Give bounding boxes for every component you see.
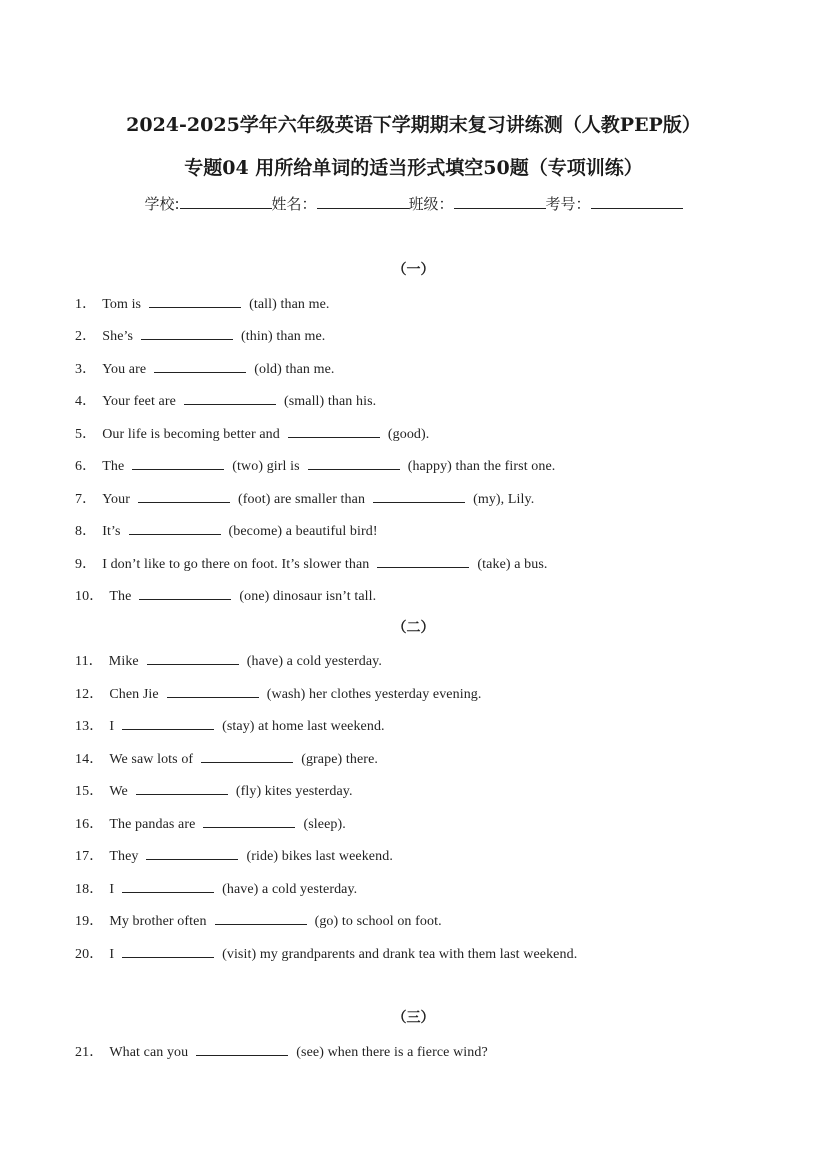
question-hint: (tall) than me. bbox=[249, 297, 330, 312]
question-text: Chen Jie bbox=[109, 687, 159, 702]
question-text: You are bbox=[102, 362, 147, 377]
question-number: 21． bbox=[75, 1045, 104, 1060]
answer-blank[interactable] bbox=[373, 489, 465, 503]
question-item bbox=[75, 845, 393, 865]
question-text: The pandas are bbox=[109, 817, 196, 832]
question-item bbox=[75, 650, 382, 670]
question-item bbox=[75, 780, 353, 800]
question-number: 4． bbox=[75, 394, 97, 409]
question-hint: (old) than me. bbox=[254, 362, 335, 377]
answer-blank[interactable] bbox=[132, 456, 224, 470]
name-blank[interactable] bbox=[317, 194, 409, 209]
question-number: 2． bbox=[75, 329, 97, 344]
question-text: Your feet are bbox=[102, 394, 176, 409]
answer-blank[interactable] bbox=[377, 554, 469, 568]
answer-blank[interactable] bbox=[154, 359, 246, 373]
question-hint: (foot) are smaller than bbox=[237, 492, 366, 507]
question-text: It’s bbox=[102, 524, 121, 539]
question-text: They bbox=[109, 849, 139, 864]
question-text: We saw lots of bbox=[109, 752, 194, 767]
question-hint: (grape) there. bbox=[301, 752, 378, 767]
question-hint: (good). bbox=[387, 427, 430, 442]
answer-blank[interactable] bbox=[288, 424, 380, 438]
question-item bbox=[75, 910, 442, 930]
question-hint: (see) when there is a fierce wind? bbox=[296, 1045, 488, 1060]
question-number: 20． bbox=[75, 947, 104, 962]
question-item bbox=[75, 683, 482, 703]
student-info-line bbox=[0, 193, 827, 214]
answer-blank[interactable] bbox=[129, 521, 221, 535]
question-number: 10． bbox=[75, 589, 104, 604]
question-text: My brother often bbox=[109, 914, 207, 929]
name-label: 姓名： bbox=[271, 195, 317, 213]
question-text: I bbox=[109, 947, 115, 962]
question-hint: (have) a cold yesterday. bbox=[246, 654, 382, 669]
answer-blank[interactable] bbox=[184, 391, 276, 405]
question-text: I bbox=[109, 882, 115, 897]
question-number: 18． bbox=[75, 882, 104, 897]
answer-blank[interactable] bbox=[215, 911, 307, 925]
question-item bbox=[75, 553, 548, 573]
question-number: 3． bbox=[75, 362, 97, 377]
question-hint: (become) a beautiful bird! bbox=[228, 524, 378, 539]
question-text: I bbox=[109, 719, 115, 734]
question-item bbox=[75, 715, 385, 735]
question-number: 7． bbox=[75, 492, 97, 507]
answer-blank[interactable] bbox=[147, 651, 239, 665]
question-number: 6． bbox=[75, 459, 97, 474]
question-number: 9． bbox=[75, 557, 97, 572]
question-item bbox=[75, 748, 378, 768]
exam-no-blank[interactable] bbox=[591, 194, 683, 209]
question-hint: (visit) my grandparents and drank tea with them last weekend. bbox=[222, 947, 578, 962]
answer-blank[interactable] bbox=[122, 716, 214, 730]
question-item bbox=[75, 325, 325, 345]
question-text: I don’t like to go there on foot. It’s slower than bbox=[102, 557, 370, 572]
question-text: Your bbox=[102, 492, 130, 507]
answer-blank[interactable] bbox=[139, 586, 231, 600]
question-hint: (take) a bus. bbox=[477, 557, 548, 572]
question-hint-2: (my), Lily. bbox=[473, 492, 535, 507]
question-item bbox=[75, 488, 534, 508]
document-title: 2024-2025学年六年级英语下学期期末复习讲练测（人教PEP版） bbox=[126, 114, 701, 136]
answer-blank[interactable] bbox=[146, 846, 238, 860]
question-hint: (wash) her clothes yesterday evening. bbox=[266, 687, 482, 702]
question-hint: (one) dinosaur isn’t tall. bbox=[239, 589, 377, 604]
question-text: The bbox=[109, 589, 132, 604]
answer-blank[interactable] bbox=[196, 1042, 288, 1056]
question-hint: (two) girl is bbox=[232, 459, 300, 474]
question-item bbox=[75, 520, 378, 540]
question-item bbox=[75, 1041, 488, 1061]
answer-blank[interactable] bbox=[149, 294, 241, 308]
question-hint: (small) than his. bbox=[283, 394, 377, 409]
question-number: 19． bbox=[75, 914, 104, 929]
question-number: 13． bbox=[75, 719, 104, 734]
question-number: 12． bbox=[75, 687, 104, 702]
question-text: Our life is becoming better and bbox=[102, 427, 280, 442]
section-heading-2: （二） bbox=[392, 620, 435, 636]
question-text: We bbox=[109, 784, 128, 799]
answer-blank[interactable] bbox=[122, 879, 214, 893]
section-heading-3: （三） bbox=[392, 1010, 435, 1026]
answer-blank[interactable] bbox=[136, 781, 228, 795]
answer-blank[interactable] bbox=[122, 944, 214, 958]
school-blank[interactable] bbox=[180, 194, 272, 209]
question-hint: (sleep). bbox=[303, 817, 346, 832]
school-label: 学校: bbox=[144, 195, 180, 213]
question-number: 14． bbox=[75, 752, 104, 767]
question-hint: (have) a cold yesterday. bbox=[222, 882, 358, 897]
question-item bbox=[75, 455, 555, 475]
document-subtitle: 专题04 用所给单词的适当形式填空50题（专项训练） bbox=[184, 157, 643, 179]
question-hint: (fly) kites yesterday. bbox=[235, 784, 353, 799]
question-item bbox=[75, 423, 429, 443]
question-hint: (thin) than me. bbox=[241, 329, 326, 344]
question-text: What can you bbox=[109, 1045, 189, 1060]
question-item bbox=[75, 293, 330, 313]
question-item bbox=[75, 813, 346, 833]
question-number: 5． bbox=[75, 427, 97, 442]
question-item bbox=[75, 585, 376, 605]
question-hint: (go) to school on foot. bbox=[314, 914, 442, 929]
question-text: Mike bbox=[108, 654, 139, 669]
question-item bbox=[75, 878, 357, 898]
question-text: Tom is bbox=[102, 297, 142, 312]
question-hint: (stay) at home last weekend. bbox=[222, 719, 385, 734]
answer-blank[interactable] bbox=[201, 749, 293, 763]
question-number: 16． bbox=[75, 817, 104, 832]
question-item bbox=[75, 358, 335, 378]
section-heading-1: （一） bbox=[392, 262, 435, 278]
answer-blank[interactable] bbox=[308, 456, 400, 470]
question-item bbox=[75, 943, 577, 963]
question-text: She’s bbox=[102, 329, 134, 344]
question-number: 15． bbox=[75, 784, 104, 799]
question-number: 11． bbox=[75, 654, 103, 669]
question-item bbox=[75, 390, 376, 410]
question-number: 8． bbox=[75, 524, 97, 539]
answer-blank[interactable] bbox=[167, 684, 259, 698]
class-label: 班级： bbox=[408, 195, 454, 213]
class-blank[interactable] bbox=[454, 194, 546, 209]
question-number: 17． bbox=[75, 849, 104, 864]
answer-blank[interactable] bbox=[138, 489, 230, 503]
question-text: The bbox=[102, 459, 125, 474]
question-hint-2: (happy) than the first one. bbox=[407, 459, 556, 474]
answer-blank[interactable] bbox=[141, 326, 233, 340]
question-hint: (ride) bikes last weekend. bbox=[246, 849, 393, 864]
question-number: 1． bbox=[75, 297, 97, 312]
answer-blank[interactable] bbox=[203, 814, 295, 828]
exam-no-label: 考号： bbox=[545, 195, 591, 213]
